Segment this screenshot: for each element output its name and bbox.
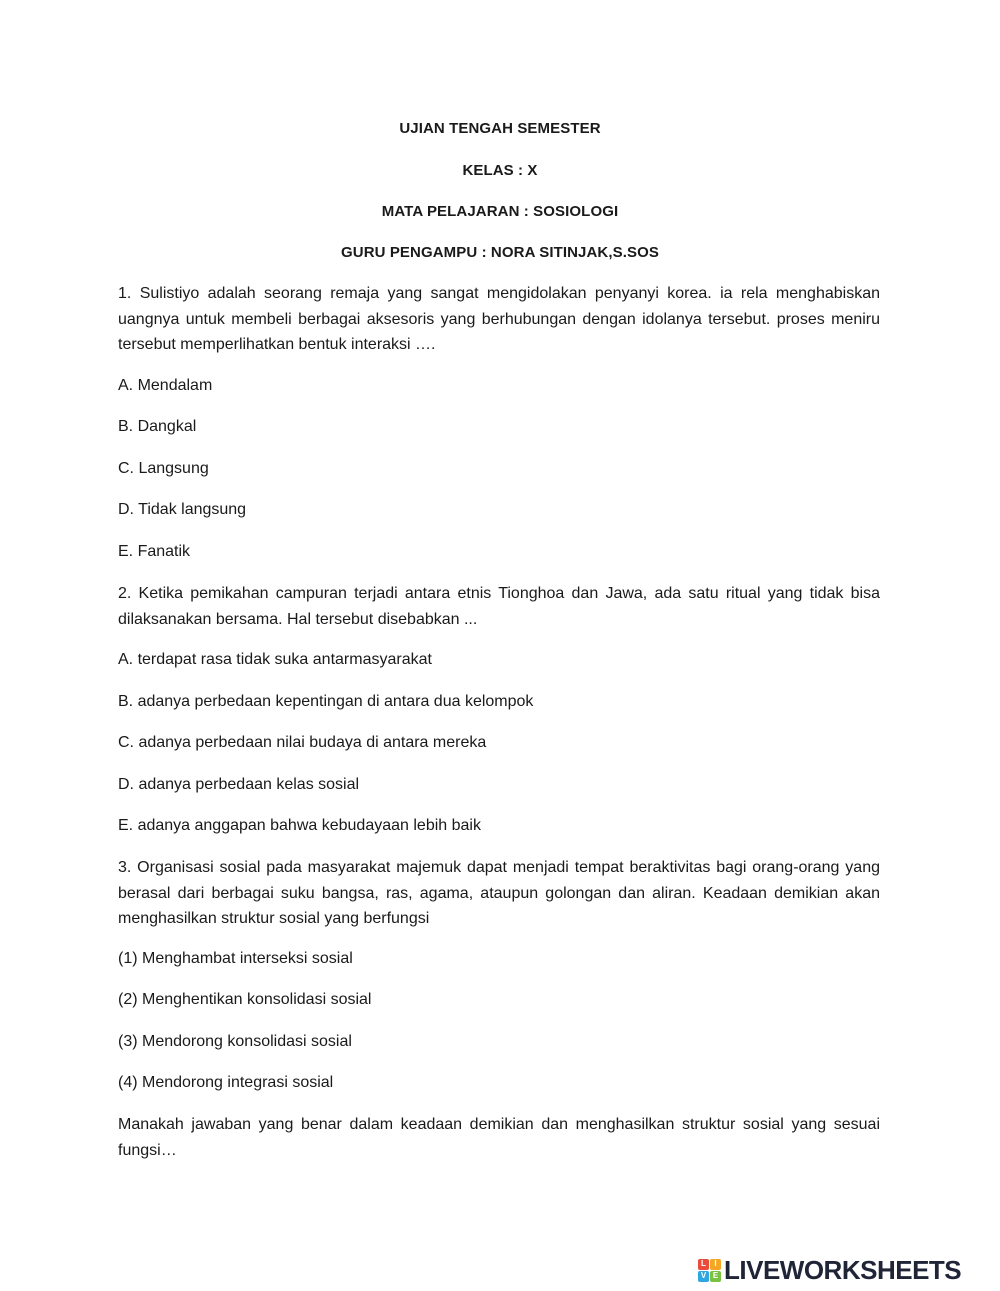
subject-label: MATA PELAJARAN : SOSIOLOGI bbox=[381, 203, 619, 220]
question-3-statement-1: (1) Menghambat interseksi sosial bbox=[118, 950, 353, 967]
class-label: KELAS : X bbox=[462, 162, 538, 179]
question-2-option-d: D. adanya perbedaan kelas sosial bbox=[118, 776, 360, 793]
question-2-text: 2. Ketika pemikahan campuran terjadi antara etnis Tionghoa dan Jawa, ada satu ritual yang tidak bisa dilaksanakan bersama. Hal tersebut disebabkan ... bbox=[118, 585, 880, 628]
question-1-option-c: C. Langsung bbox=[118, 460, 209, 477]
question-2-option-e: E. adanya anggapan bahwa kebudayaan lebih baik bbox=[118, 817, 481, 834]
question-2-option-b: B. adanya perbedaan kepentingan di antara dua kelompok bbox=[118, 693, 534, 710]
question-1-option-a: A. Mendalam bbox=[118, 377, 213, 394]
question-1-option-e: E. Fanatik bbox=[118, 543, 191, 560]
question-1-text: 1. Sulistiyo adalah seorang remaja yang sangat mengidolakan penyanyi korea. ia rela menghabiskan uangnya untuk membeli berbagai aksesoris yang berhubungan dengan idolanya tersebut. proses meniru tersebut memperlihatkan bentuk interaksi …. bbox=[118, 285, 880, 353]
logo-letter-e: E bbox=[710, 1271, 721, 1282]
question-3-text: 3. Organisasi sosial pada masyarakat majemuk dapat menjadi tempat beraktivitas bagi orang-orang yang berasal dari berbagai suku bangsa, ras, agama, ataupun golongan dan aliran. Keadaan demikian akan menghasilkan struktur sosial yang berfungsi bbox=[118, 859, 880, 927]
teacher-label: GURU PENGAMPU : NORA SITINJAK,S.SOS bbox=[341, 244, 659, 261]
logo-grid-icon bbox=[698, 1259, 721, 1282]
logo-wordmark: LIVEWORKSHEETS bbox=[724, 1254, 962, 1285]
logo-letter-i: I bbox=[710, 1259, 721, 1270]
logo-letter-v: V bbox=[698, 1271, 709, 1282]
liveworksheets-logo bbox=[698, 1255, 961, 1285]
question-1-option-d: D. Tidak langsung bbox=[118, 501, 247, 518]
exam-title: UJIAN TENGAH SEMESTER bbox=[399, 120, 601, 137]
question-3-closing: Manakah jawaban yang benar dalam keadaan demikian dan menghasilkan struktur sosial yang sesuai fungsi… bbox=[118, 1116, 880, 1159]
question-3-statement-2: (2) Menghentikan konsolidasi sosial bbox=[118, 991, 372, 1008]
question-2-option-a: A. terdapat rasa tidak suka antarmasyarakat bbox=[118, 651, 432, 668]
logo-letter-l: L bbox=[698, 1259, 709, 1270]
question-2-option-c: C. adanya perbedaan nilai budaya di antara mereka bbox=[118, 734, 487, 751]
question-3-statement-4: (4) Mendorong integrasi sosial bbox=[118, 1074, 334, 1091]
question-1-option-b: B. Dangkal bbox=[118, 418, 197, 435]
question-3-statement-3: (3) Mendorong konsolidasi sosial bbox=[118, 1033, 352, 1050]
